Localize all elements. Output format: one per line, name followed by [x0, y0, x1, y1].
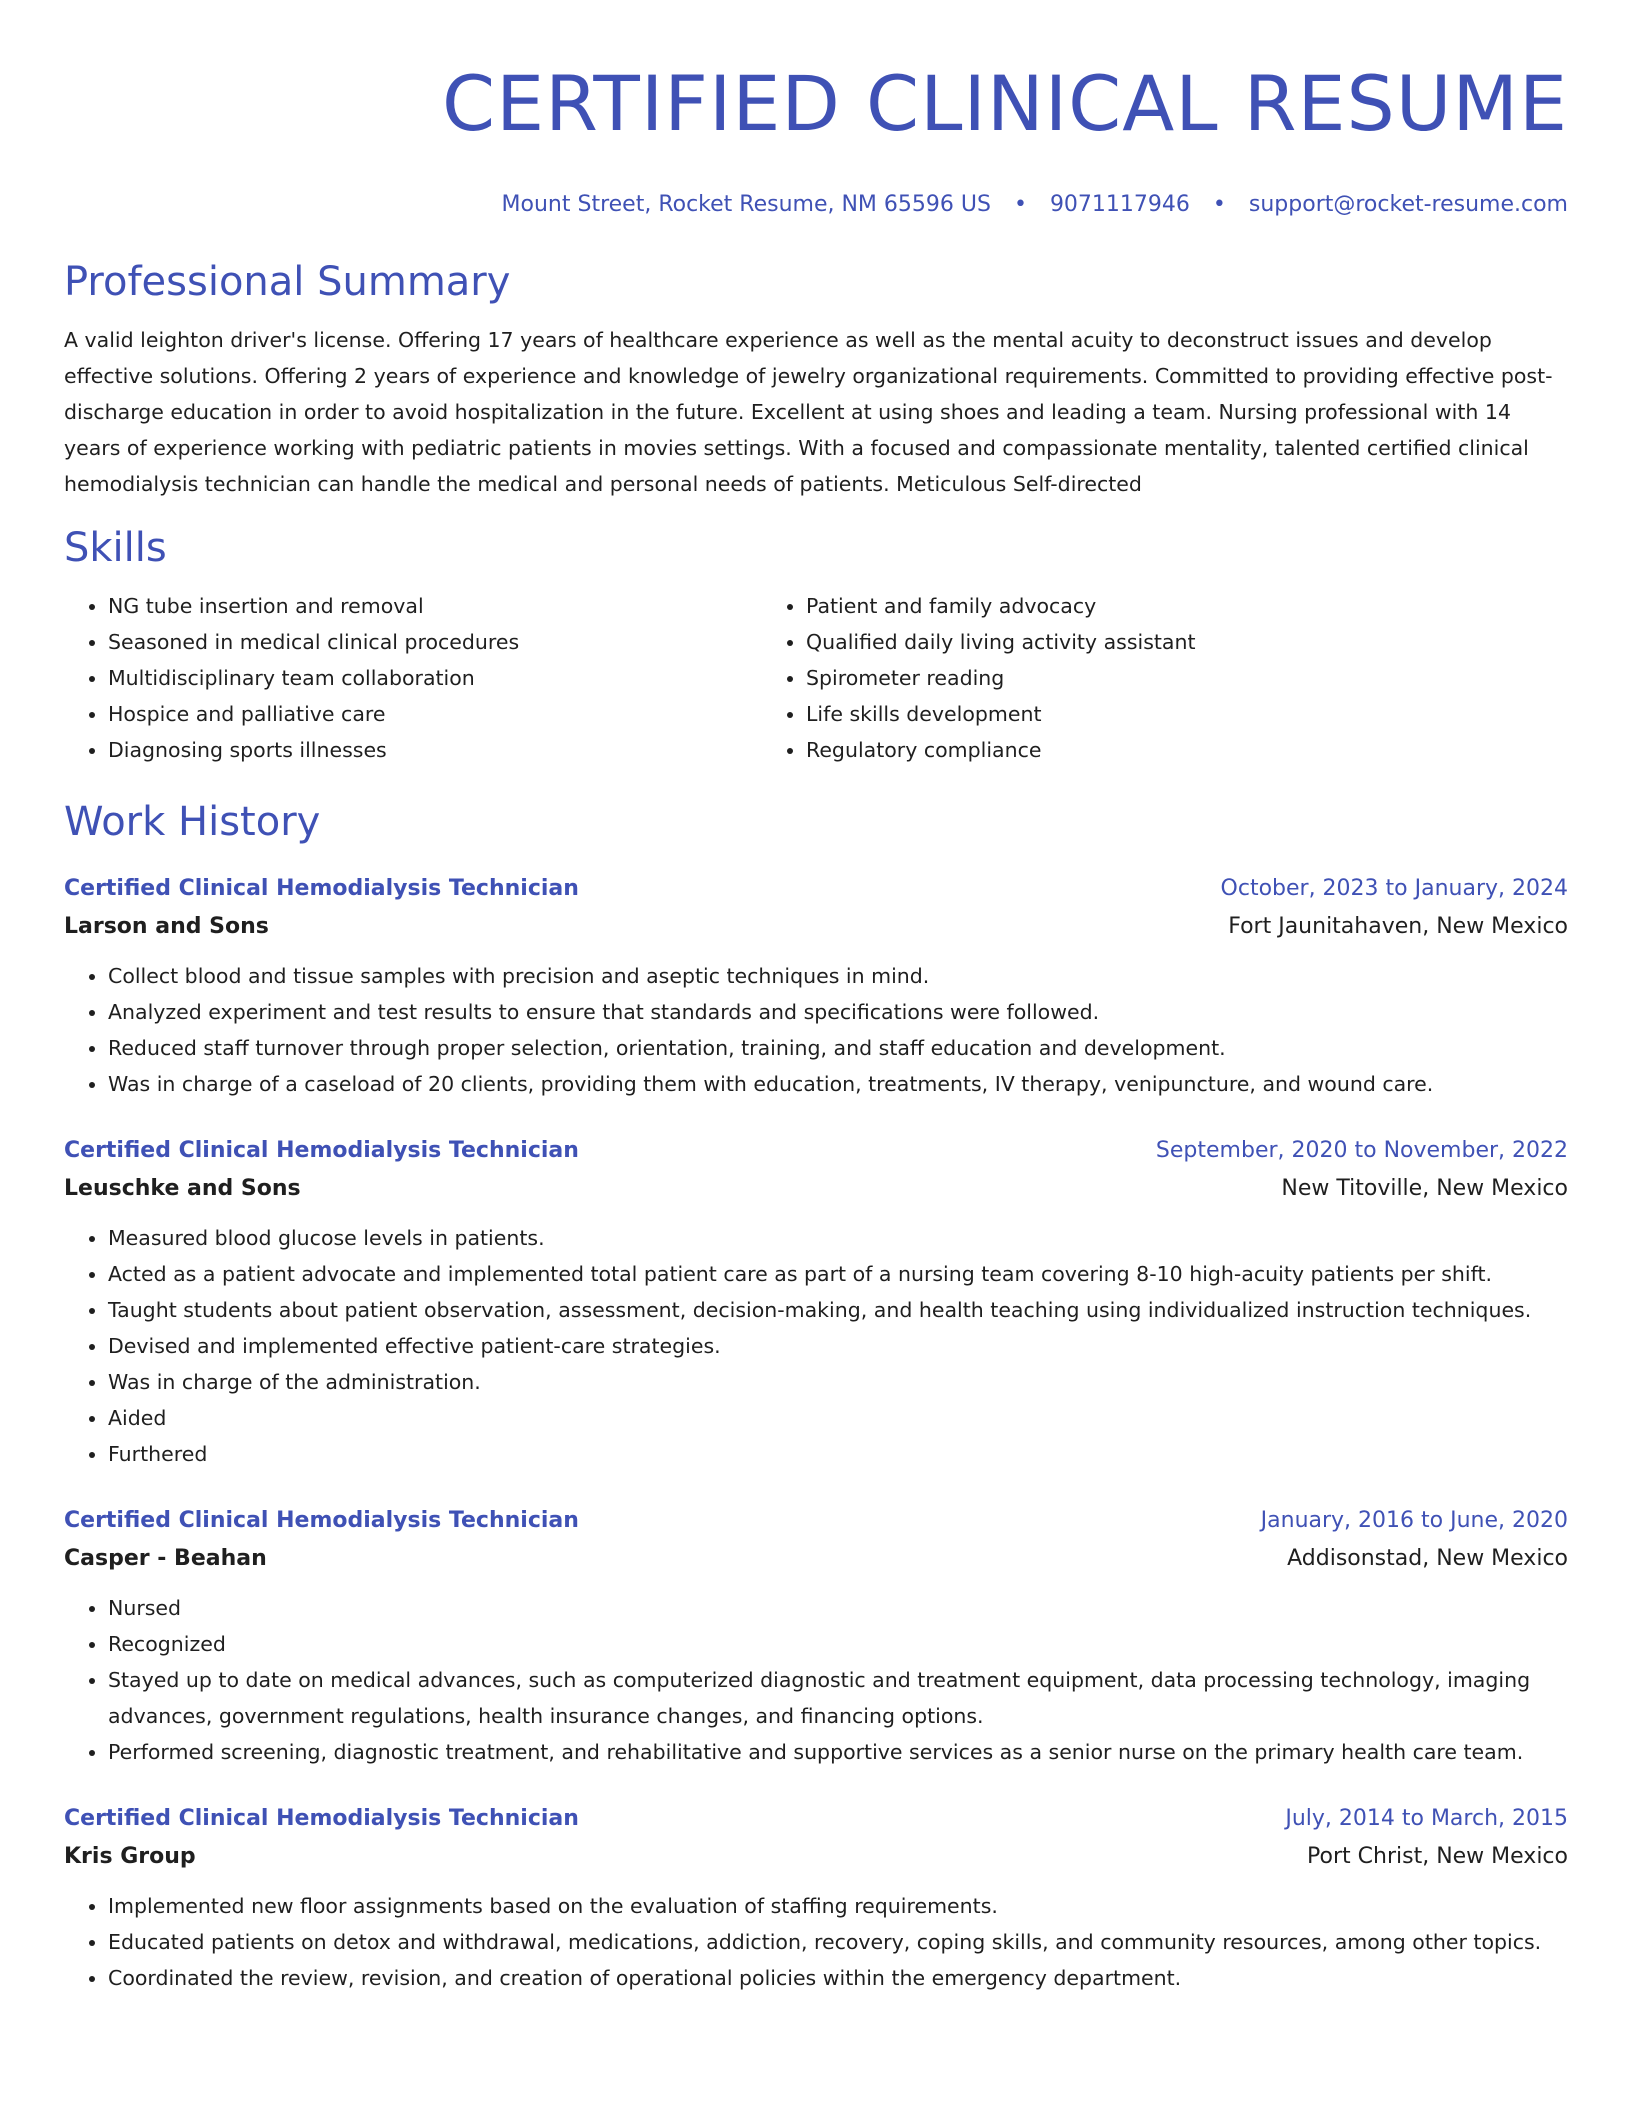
job-bullets — [64, 1220, 1568, 1472]
job-bullet: • Measured blood glucose levels in patients. — [108, 1220, 1568, 1256]
job-bullets — [64, 958, 1568, 1102]
job-title: Certified Clinical Hemodialysis Technician — [64, 1806, 579, 1831]
job-header-row — [64, 870, 1568, 908]
job-entry — [64, 870, 1568, 1102]
job-bullet: • Recognized — [108, 1626, 1568, 1662]
job-title: Certified Clinical Hemodialysis Technician — [64, 1508, 579, 1533]
job-location: New Titoville, New Mexico — [1281, 1176, 1568, 1201]
skill-item: • NG tube insertion and removal — [108, 588, 762, 624]
job-bullet: • Acted as a patient advocate and implemented total patient care as part of a nursing team covering 8-10 high-acuity patients per shift. — [108, 1256, 1568, 1292]
job-company-row — [64, 1838, 1568, 1876]
job-company: Casper - Beahan — [64, 1546, 267, 1571]
job-bullet: • Was in charge of a caseload of 20 clients, providing them with education, treatments, IV therapy, venipuncture, and wound care. — [108, 1066, 1568, 1102]
job-dates: July, 2014 to March, 2015 — [1285, 1806, 1568, 1831]
resume-page — [64, 0, 1568, 2112]
job-bullet: • Stayed up to date on medical advances, such as computerized diagnostic and treatment equipment, data processing technology, imaging advances, government regulations, health insurance changes, and financing options. — [108, 1662, 1568, 1734]
skills-list — [64, 588, 1568, 768]
contact-phone: 9071117946 — [1049, 192, 1190, 217]
skill-item: • Qualified daily living activity assistant — [806, 624, 1568, 660]
job-header-row — [64, 1800, 1568, 1838]
skills-heading: Skills — [64, 525, 167, 571]
summary-heading: Professional Summary — [64, 259, 511, 305]
job-bullet: • Collect blood and tissue samples with precision and aseptic techniques in mind. — [108, 958, 1568, 994]
job-entry — [64, 1502, 1568, 1770]
contact-separator: • — [1013, 192, 1027, 217]
job-bullet: • Reduced staff turnover through proper selection, orientation, training, and staff education and development. — [108, 1030, 1568, 1066]
job-header-row — [64, 1502, 1568, 1540]
job-bullet: • Performed screening, diagnostic treatment, and rehabilitative and supportive services as a senior nurse on the primary health care team. — [108, 1734, 1568, 1770]
job-dates: October, 2023 to January, 2024 — [1220, 876, 1568, 901]
job-location: Port Christ, New Mexico — [1307, 1844, 1568, 1869]
job-location: Addisonstad, New Mexico — [1287, 1546, 1568, 1571]
job-company-row — [64, 1170, 1568, 1208]
skill-item: • Regulatory compliance — [806, 732, 1568, 768]
summary-text: A valid leighton driver's license. Offering 17 years of healthcare experience as well as the mental acuity to deconstruct issues and develop effective solutions. Offering 2 years of experience and knowledge of jewelry organizational requirements. Committed to providing effective post-discharge education in order to avoid hospitalization in the future. Excellent at using shoes and leading a team. Nursing professional with 14 years of experience working with pediatric patients in movies settings. With a focused and compassionate mentality, talented certified clinical hemodialysis technician can handle the medical and personal needs of patients. Meticulous Self-directed — [64, 328, 1553, 496]
skill-item: • Hospice and palliative care — [108, 696, 762, 732]
job-dates: January, 2016 to June, 2020 — [1260, 1508, 1568, 1533]
job-company: Kris Group — [64, 1844, 196, 1869]
job-entry — [64, 1132, 1568, 1472]
job-entry — [64, 1800, 1568, 1996]
skill-item: • Seasoned in medical clinical procedures — [108, 624, 762, 660]
job-bullet: • Aided — [108, 1400, 1568, 1436]
resume-name: CERTIFIED CLINICAL RESUME — [442, 59, 1568, 148]
skill-item: • Patient and family advocacy — [806, 588, 1568, 624]
job-bullet: • Implemented new floor assignments based on the evaluation of staffing requirements. — [108, 1888, 1568, 1924]
job-bullet: • Taught students about patient observation, assessment, decision-making, and health teaching using individualized instruction techniques. — [108, 1292, 1568, 1328]
work-history-heading: Work History — [64, 799, 321, 845]
job-company: Larson and Sons — [64, 914, 269, 939]
job-company-row — [64, 1540, 1568, 1578]
job-bullet: • Nursed — [108, 1590, 1568, 1626]
job-company-row — [64, 908, 1568, 946]
job-bullet: • Coordinated the review, revision, and creation of operational policies within the emergency department. — [108, 1960, 1568, 1996]
job-bullets — [64, 1888, 1568, 1996]
job-bullet: • Was in charge of the administration. — [108, 1364, 1568, 1400]
job-bullet: • Educated patients on detox and withdrawal, medications, addiction, recovery, coping skills, and community resources, among other topics. — [108, 1924, 1568, 1960]
contact-address: Mount Street, Rocket Resume, NM 65596 US — [501, 192, 991, 217]
job-dates: September, 2020 to November, 2022 — [1155, 1138, 1568, 1163]
contact-line — [64, 190, 1568, 220]
skills-column-left — [64, 588, 762, 768]
skills-column-right — [762, 588, 1568, 768]
contact-separator: • — [1212, 192, 1226, 217]
job-header-row — [64, 1132, 1568, 1170]
job-location: Fort Jaunitahaven, New Mexico — [1228, 914, 1568, 939]
job-bullets — [64, 1590, 1568, 1770]
skill-item: • Life skills development — [806, 696, 1568, 732]
skill-item: • Diagnosing sports illnesses — [108, 732, 762, 768]
job-bullet: • Analyzed experiment and test results to ensure that standards and specifications were followed. — [108, 994, 1568, 1030]
contact-email: support@rocket-resume.com — [1248, 192, 1568, 217]
skill-item: • Multidisciplinary team collaboration — [108, 660, 762, 696]
job-title: Certified Clinical Hemodialysis Technician — [64, 876, 579, 901]
skill-item: • Spirometer reading — [806, 660, 1568, 696]
job-title: Certified Clinical Hemodialysis Technician — [64, 1138, 579, 1163]
job-bullet: • Furthered — [108, 1436, 1568, 1472]
job-company: Leuschke and Sons — [64, 1176, 301, 1201]
job-bullet: • Devised and implemented effective patient-care strategies. — [108, 1328, 1568, 1364]
